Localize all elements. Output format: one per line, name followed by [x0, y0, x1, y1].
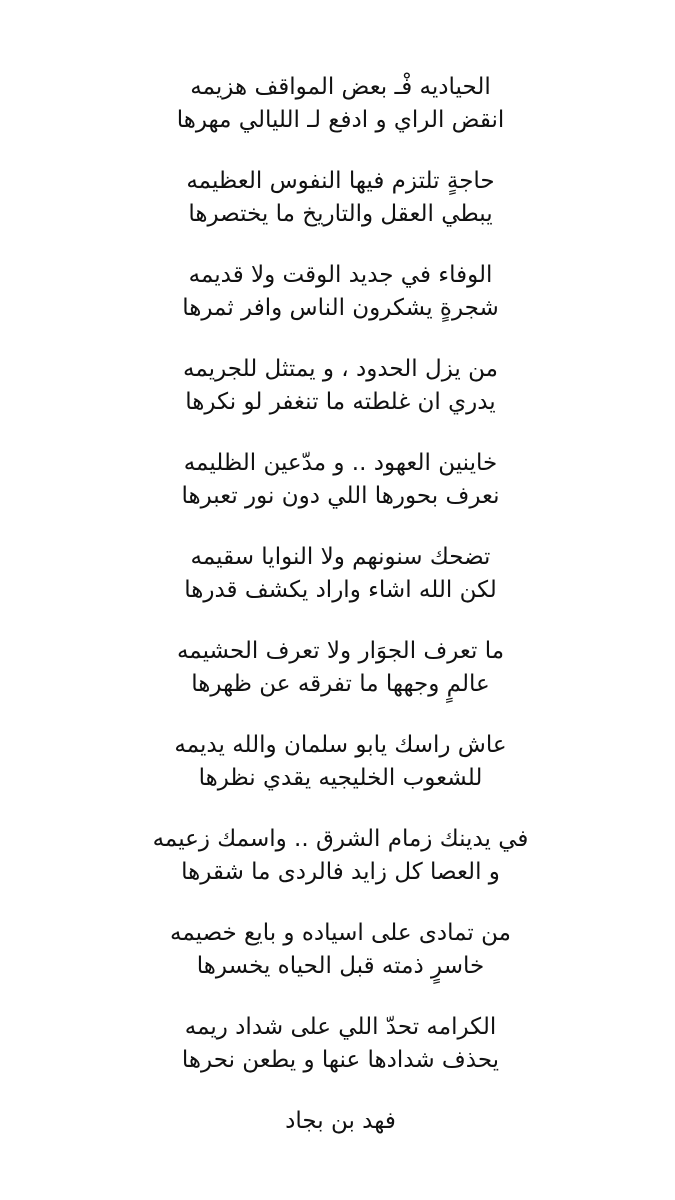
verse-line: خاينين العهود .. و مدّعين الظليمه — [183, 450, 498, 476]
stanza — [6, 71, 675, 137]
verse-line: نعرف بحورها اللي دون نور تعبرها — [181, 483, 500, 509]
verse-line: يبطي العقل والتاريخ ما يختصرها — [188, 201, 493, 227]
verse-line: لكن الله اشاء واراد يكشف قدرها — [184, 577, 497, 603]
stanza — [6, 541, 675, 607]
stanza — [6, 729, 675, 795]
stanza — [6, 165, 675, 231]
stanza — [6, 635, 675, 701]
verse-line: في يدينك زمام الشرق .. واسمك زعيمه — [152, 826, 529, 852]
poet-name: فهد بن بجاد — [285, 1108, 396, 1134]
verse-line: للشعوب الخليجيه يقدي نظرها — [198, 765, 483, 791]
verse-line: الوفاء في جديد الوقت ولا قديمه — [188, 262, 493, 288]
stanza — [6, 259, 675, 325]
stanza — [6, 447, 675, 513]
stanza — [6, 917, 675, 983]
verse-line: الكرامه تحدّ اللي على شداد ريمه — [184, 1014, 497, 1040]
verse-line: شجرةٍ يشكرون الناس وافر ثمرها — [182, 295, 499, 321]
verse-line: حاجةٍ تلتزم فيها النفوس العظيمه — [186, 168, 495, 194]
verse-line: من يزل الحدود ، و يمتثل للجريمه — [183, 356, 498, 382]
stanza — [6, 353, 675, 419]
verse-line: عالمٍ وجهها ما تفرقه عن ظهرها — [191, 671, 490, 697]
stanza — [6, 1011, 675, 1077]
verse-line: يحذف شدادها عنها و يطعن نحرها — [181, 1047, 500, 1073]
verse-line: الحياديه فْـ بعض المواقف هزيمه — [190, 74, 491, 100]
verse-line: ما تعرف الجوَار ولا تعرف الحشيمه — [176, 638, 505, 664]
stanza — [6, 823, 675, 889]
verse-line: من تمادى على اسياده و بايع خصيمه — [170, 920, 511, 946]
verse-line: تضحك سنونهم ولا النوايا سقيمه — [190, 544, 491, 570]
verse-line: و العصا كل زايد فالردى ما شقرها — [181, 859, 500, 885]
verse-line: يدري ان غلطته ما تنغفر لو نكرها — [185, 389, 496, 415]
verse-line: خاسرٍ ذمته قبل الحياه يخسرها — [196, 953, 485, 979]
verse-line: عاش راسك يابو سلمان والله يديمه — [174, 732, 507, 758]
verse-line: انقض الراي و ادفع لـ الليالي مهرها — [176, 107, 505, 133]
